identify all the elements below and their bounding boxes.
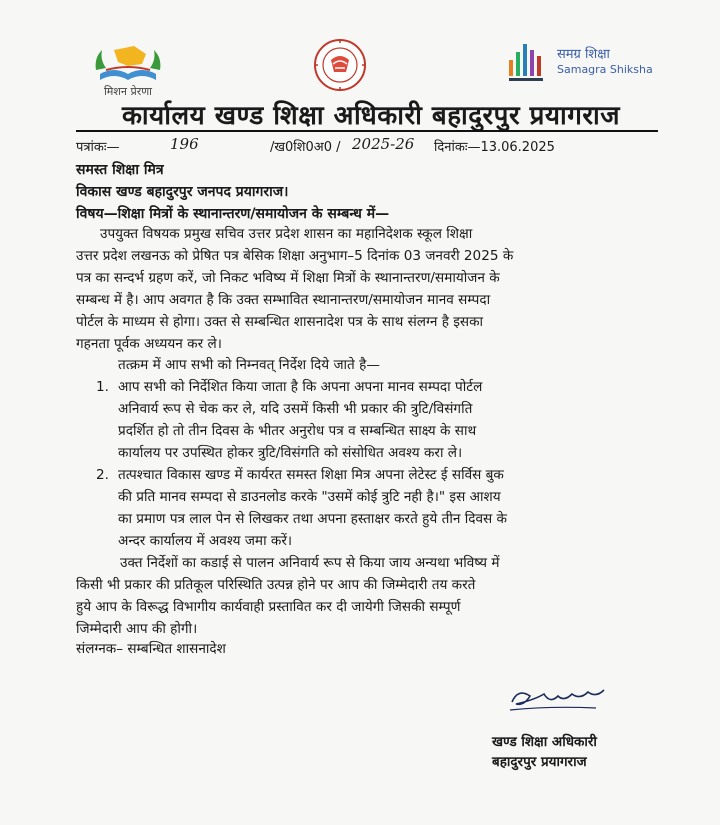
item-line: तत्पश्चात विकास खण्ड में कार्यरत समस्त शिक्षा मित्र अपना लेटेस्ट ई सर्विस बुक xyxy=(118,467,504,483)
instruction-item-1 xyxy=(96,376,666,464)
signatory-designation: खण्ड शिक्षा अधिकारी xyxy=(492,734,597,750)
para1-line: सम्बन्ध में है। आप अवगत है कि उक्त सम्भावित स्थानान्तरण/समायोजन मानव सम्पदा xyxy=(76,292,491,308)
final-line: उक्त निर्देशों का कडाई से पालन अनिवार्य रूप से किया जाय अन्यथा भविष्य में xyxy=(120,555,500,571)
up-government-emblem xyxy=(313,38,367,92)
enclosure-line: संलग्नक– सम्बन्धित शासनादेश xyxy=(76,641,226,657)
ref-label: पत्रांकः— xyxy=(76,140,120,155)
title-underline xyxy=(76,130,658,132)
final-line: जिम्मेदारी आप की होगी। xyxy=(76,621,198,637)
mission-prerna-logo xyxy=(88,40,168,98)
government-seal-icon xyxy=(313,38,367,92)
body-paragraph-1 xyxy=(76,223,666,355)
item-line: आप सभी को निर्देशित किया जाता है कि अपना अपना मानव सम्पदा पोर्टल xyxy=(118,379,483,395)
body-paragraph-final xyxy=(76,552,666,640)
item-line: प्रदर्शित हो तो तीन दिवस के भीतर अनुरोध पत्र व सम्बन्धित साक्ष्य के साथ xyxy=(118,423,477,439)
final-line: हुये आप के विरूद्ध विभागीय कार्यवाही प्रस्तावित कर दी जायेगी जिसकी सम्पूर्ण xyxy=(76,599,461,615)
subject-line: विषय—शिक्षा मित्रों के स्थानान्तरण/समायोजन के सम्बन्ध में— xyxy=(76,206,390,222)
final-line: किसी भी प्रकार की प्रतिकूल परिस्थिति उत्पन्न होने पर आप की जिम्मेदारी तय करते xyxy=(76,577,476,593)
instruction-item-2 xyxy=(96,464,666,552)
samagra-shiksha-english: Samagra Shiksha xyxy=(557,63,653,76)
samagra-shiksha-icon xyxy=(505,38,553,84)
mission-prerna-caption: मिशन प्रेरणा xyxy=(103,85,153,98)
signatory-place: बहादुरपुर प्रयागराज xyxy=(492,754,587,770)
item-line: का प्रमाण पत्र लाल पेन से लिखकर तथा अपना हस्ताक्षर करते हुये तीन दिवस के xyxy=(118,511,507,527)
addressee-line2: विकास खण्ड बहादुरपुर जनपद प्रयागराज। xyxy=(76,184,289,200)
item-line: की प्रति मानव सम्पदा से डाउनलोड करके "उसमें कोई त्रुटि नही है।" इस आशय xyxy=(118,489,501,505)
para1-line: पत्र का सन्दर्भ ग्रहण करें, जो निकट भविष्य में शिक्षा मित्रों के स्थानान्तरण/समायोजन के xyxy=(76,270,500,286)
samagra-shiksha-logo xyxy=(505,38,665,88)
ref-date: दिनांकः—13.06.2025 xyxy=(434,140,555,155)
instructions-intro: तत्क्रम में आप सभी को निम्नवत् निर्देश दिये जाते है— xyxy=(118,357,380,373)
item-line: अन्दर कार्यालय में अवश्य जमा करें। xyxy=(118,533,293,549)
item-number: 2. xyxy=(96,467,109,483)
item-line: अनिवार्य रूप से चेक कर ले, यदि उसमें किसी भी प्रकार की त्रुटि/विसंगति xyxy=(118,401,473,417)
addressee-line1: समस्त शिक्षा मित्र xyxy=(76,162,164,178)
signature-scribble-icon xyxy=(500,680,620,720)
book-map-icon xyxy=(88,40,168,84)
ref-year: 2025-26 xyxy=(352,135,415,153)
item-line: कार्यालय पर उपस्थित होकर त्रुटि/विसंगति को संसोधित अवश्य करा ले। xyxy=(118,445,463,461)
ref-number: 196 xyxy=(170,135,199,153)
ref-code: /ख0शि0अ0 / xyxy=(270,140,341,155)
item-number: 1. xyxy=(96,379,109,395)
para1-line: पोर्टल के माध्यम से होगा। उक्त से सम्बन्धित शासनादेश पत्र के साथ संलग्न है इसका xyxy=(76,314,484,330)
signature xyxy=(500,680,620,720)
samagra-shiksha-hindi: समग्र शिक्षा xyxy=(557,47,610,62)
para1-line: उपयुक्त विषयक प्रमुख सचिव उत्तर प्रदेश शासन का महानिदेशक स्कूल शिक्षा xyxy=(100,226,473,242)
office-title: कार्यालय खण्ड शिक्षा अधिकारी बहादुरपुर प्रयागराज xyxy=(121,101,621,131)
para1-line: उत्तर प्रदेश लखनऊ को प्रेषित पत्र बेसिक शिक्षा अनुभाग–5 दिनांक 03 जनवरी 2025 के xyxy=(76,248,514,264)
para1-line: गहनता पूर्वक अध्ययन कर ले। xyxy=(76,336,222,352)
